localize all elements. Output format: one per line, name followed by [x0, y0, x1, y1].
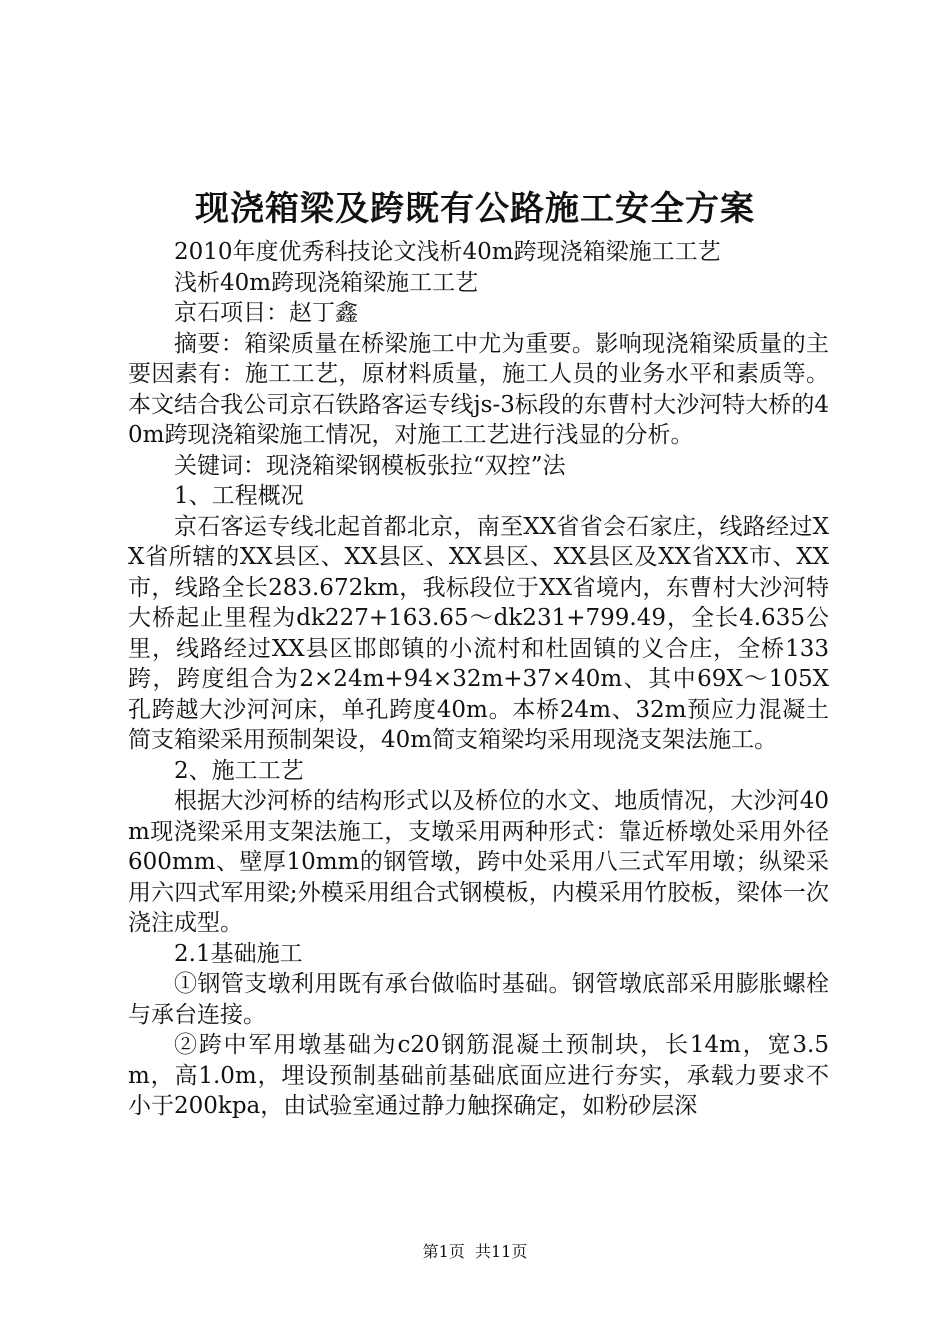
document-body: [128, 237, 829, 1122]
section-heading-process: 2、施工工艺: [174, 757, 304, 784]
paragraph-keywords: 关键词：现浇箱梁钢模板张拉“双控”法: [174, 452, 566, 479]
paragraph-subtitle: 2010年度优秀科技论文浅析40m跨现浇箱梁施工工艺: [174, 239, 721, 265]
section-heading-foundation: 2.1基础施工: [174, 940, 303, 967]
paragraph-abstract: 摘要：箱梁质量在桥梁施工中尤为重要。影响现浇箱梁质量的主要因素有：施工工艺，原材料质量，施工人员的业务水平和素质等。本文结合我公司京石铁路客运专线js-3标段的东曹村大沙河特大桥的40m跨现浇箱梁施工情况，对施工工艺进行浅显的分析。: [128, 330, 829, 448]
page-footer: 第1页 共11页: [422, 1242, 528, 1261]
paragraph-foundation-2: ②跨中军用墩基础为c20钢筋混凝土预制块，长14m，宽3.5m，高1.0m，埋设预制基础前基础底面应进行夯实，承载力要求不小于200kpa，由试验室通过静力触探确定，如粉砂层深: [128, 1032, 829, 1119]
paragraph-article-title: 浅析40m跨现浇箱梁施工工艺: [174, 269, 479, 296]
document-title: 现浇箱梁及跨既有公路施工安全方案: [195, 189, 755, 229]
paragraph-overview: 京石客运专线北起首都北京，南至XX省省会石家庄，线路经过XX省所辖的XX县区、XX县区、XX县区、XX县区及XX省XX市、XX市，线路全长283.672km，我标段位于XX省境内，东曹村大沙河特大桥起止里程为dk227+163.65～dk231+799.49，全长4.635公里，线路经过XX县区邯郎镇的小流村和杜固镇的义合庄，全桥133跨，跨度组合为2×24m+94×32m+37×40m、其中69X～105X孔跨越大沙河河床，单孔跨度40m。本桥24m、32m预应力混凝土简支箱梁采用预制架设，40m简支箱梁均采用现浇支架法施工。: [128, 513, 829, 753]
paragraph-author: 京石项目：赵丁鑫: [174, 300, 358, 326]
section-heading-overview: 1、工程概况: [174, 483, 304, 509]
paragraph-foundation-1: ①钢管支墩利用既有承台做临时基础。钢管墩底部采用膨胀螺栓与承台连接。: [128, 971, 829, 1028]
paragraph-process: 根据大沙河桥的结构形式以及桥位的水文、地质情况，大沙河40m现浇梁采用支架法施工，支墩采用两种形式：靠近桥墩处采用外径600mm、壁厚10mm的钢管墩，跨中处采用八三式军用墩；纵梁采用六四式军用梁;外模采用组合式钢模板，内模采用竹胶板，梁体一次浇注成型。: [128, 788, 829, 936]
